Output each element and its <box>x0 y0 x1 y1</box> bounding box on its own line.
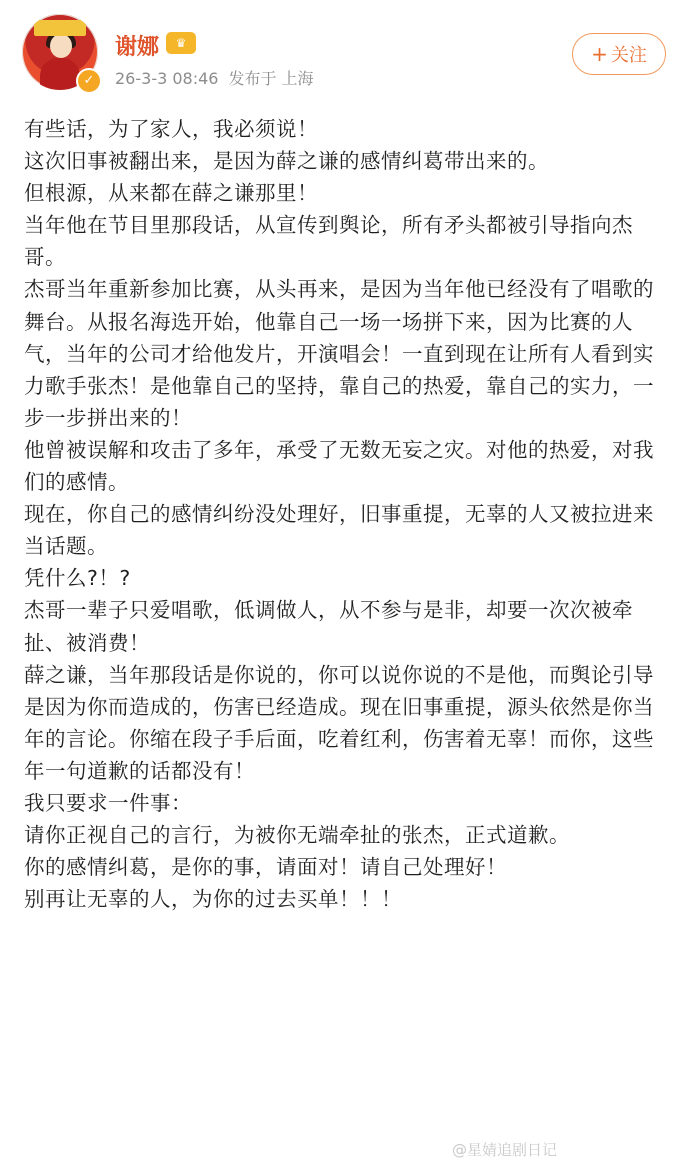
post-paragraph: 这次旧事被翻出来，是因为薛之谦的感情纠葛带出来的。 <box>24 149 549 174</box>
avatar-face <box>50 34 72 58</box>
verified-badge-icon: ✓ <box>76 68 102 94</box>
post-paragraph: 薛之谦，当年那段话是你说的，你可以说你说的不是他，而舆论引导是因为你而造成的，伤害已经造成。现在旧事重提，源头依然是你当年的言论。你缩在段子手后面，吃着红利，伤害着无辜！而你，这些年一句道歉的话都没有！ <box>24 662 654 783</box>
author-name[interactable]: 谢娜 <box>115 35 160 60</box>
post-header <box>0 0 690 105</box>
avatar-crown <box>34 20 86 36</box>
follow-label: 关注 <box>610 45 647 66</box>
post-location: 发布于 上海 <box>228 69 314 88</box>
post-paragraph: 别再让无辜的人，为你的过去买单！！！ <box>24 887 402 912</box>
follow-button[interactable] <box>572 33 666 75</box>
post-paragraph: 他曾被误解和攻击了多年，承受了无数无妄之灾。对他的热爱，对我们的感情。 <box>24 437 654 495</box>
plus-icon: + <box>591 42 608 66</box>
post-content <box>24 113 670 915</box>
post-paragraph: 但根源，从来都在薛之谦那里！ <box>24 181 318 206</box>
post-paragraph: 有些话，为了家人，我必须说！ <box>24 117 318 141</box>
post-paragraph: 凭什么?！? <box>24 566 131 591</box>
post-meta <box>115 66 314 89</box>
post-paragraph: 你的感情纠葛，是你的事，请面对！请自己处理好！ <box>24 855 507 880</box>
post-paragraph: 请你正视自己的言行，为被你无端牵扯的张杰，正式道歉。 <box>24 823 570 848</box>
post-paragraph: 当年他在节目里那段话，从宣传到舆论，所有矛头都被引导指向杰哥。 <box>24 213 633 270</box>
watermark: @星婧追剧日记 <box>452 1141 558 1159</box>
post-paragraph: 现在，你自己的感情纠纷没处理好，旧事重提，无辜的人又被拉进来当话题。 <box>24 502 654 559</box>
avatar-body <box>40 58 80 90</box>
post-paragraph: 我只要求一件事： <box>24 790 192 815</box>
post-paragraph: 杰哥一辈子只爱唱歌，低调做人，从不参与是非，却要一次次被牵扯、被消费！ <box>24 598 633 655</box>
post-paragraph: 杰哥当年重新参加比赛，从头再来，是因为当年他已经没有了唱歌的舞台。从报名海选开始，他靠自己一场一场拼下来，因为比赛的人气，当年的公司才给他发片，开演唱会！一直到现在让所有人看到实力歌手张杰！是他靠自己的坚持，靠自己的热爱，靠自己的实力，一步一步拼出来的！ <box>24 277 654 430</box>
post-timestamp: 26-3-3 08:46 <box>115 69 219 88</box>
vip-badge-icon: ♛ <box>166 32 196 54</box>
